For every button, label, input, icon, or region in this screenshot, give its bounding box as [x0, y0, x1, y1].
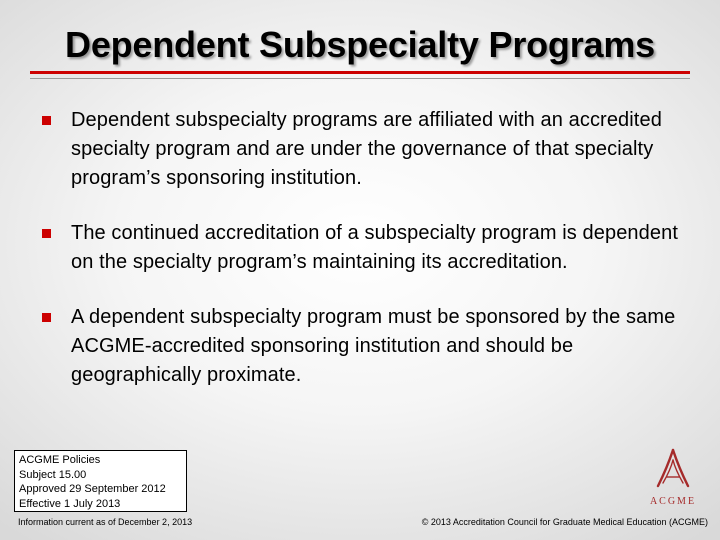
info-current-note: Information current as of December 2, 2013 [18, 517, 193, 527]
bullet-text: Dependent subspecialty programs are affiliated with an accredited specialty program and are under the governance of that specialty program’s sponsoring institution. [71, 109, 662, 189]
policy-reference-box [14, 450, 187, 512]
policy-line: ACGME Policies [19, 454, 101, 466]
bullet-item [40, 106, 680, 193]
bullet-item [40, 219, 680, 277]
bullet-text: The continued accreditation of a subspecialty program is dependent on the specialty program’s maintaining its accreditation. [71, 222, 678, 273]
title-underline-gray [30, 78, 690, 79]
bullet-list [40, 106, 680, 416]
title-underline-red [30, 71, 690, 74]
square-bullet-icon [42, 116, 51, 125]
slide-title: Dependent Subspecialty Programs [65, 24, 655, 65]
copyright-notice: © 2013 Accreditation Council for Graduate Medical Education (ACGME) [421, 517, 708, 527]
policy-line: Subject 15.00 [19, 468, 87, 481]
square-bullet-icon [42, 313, 51, 322]
acgme-logo-icon [636, 446, 710, 514]
policy-line: Effective 1 July 2013 [19, 497, 121, 510]
square-bullet-icon [42, 229, 51, 238]
policy-line: Approved 29 September 2012 [19, 483, 166, 496]
bullet-item [40, 303, 680, 390]
bullet-text: A dependent subspecialty program must be sponsored by the same ACGME-accredited sponsoring institution and should be geographically proximate. [71, 306, 676, 386]
logo-text: ACGME [649, 496, 697, 507]
